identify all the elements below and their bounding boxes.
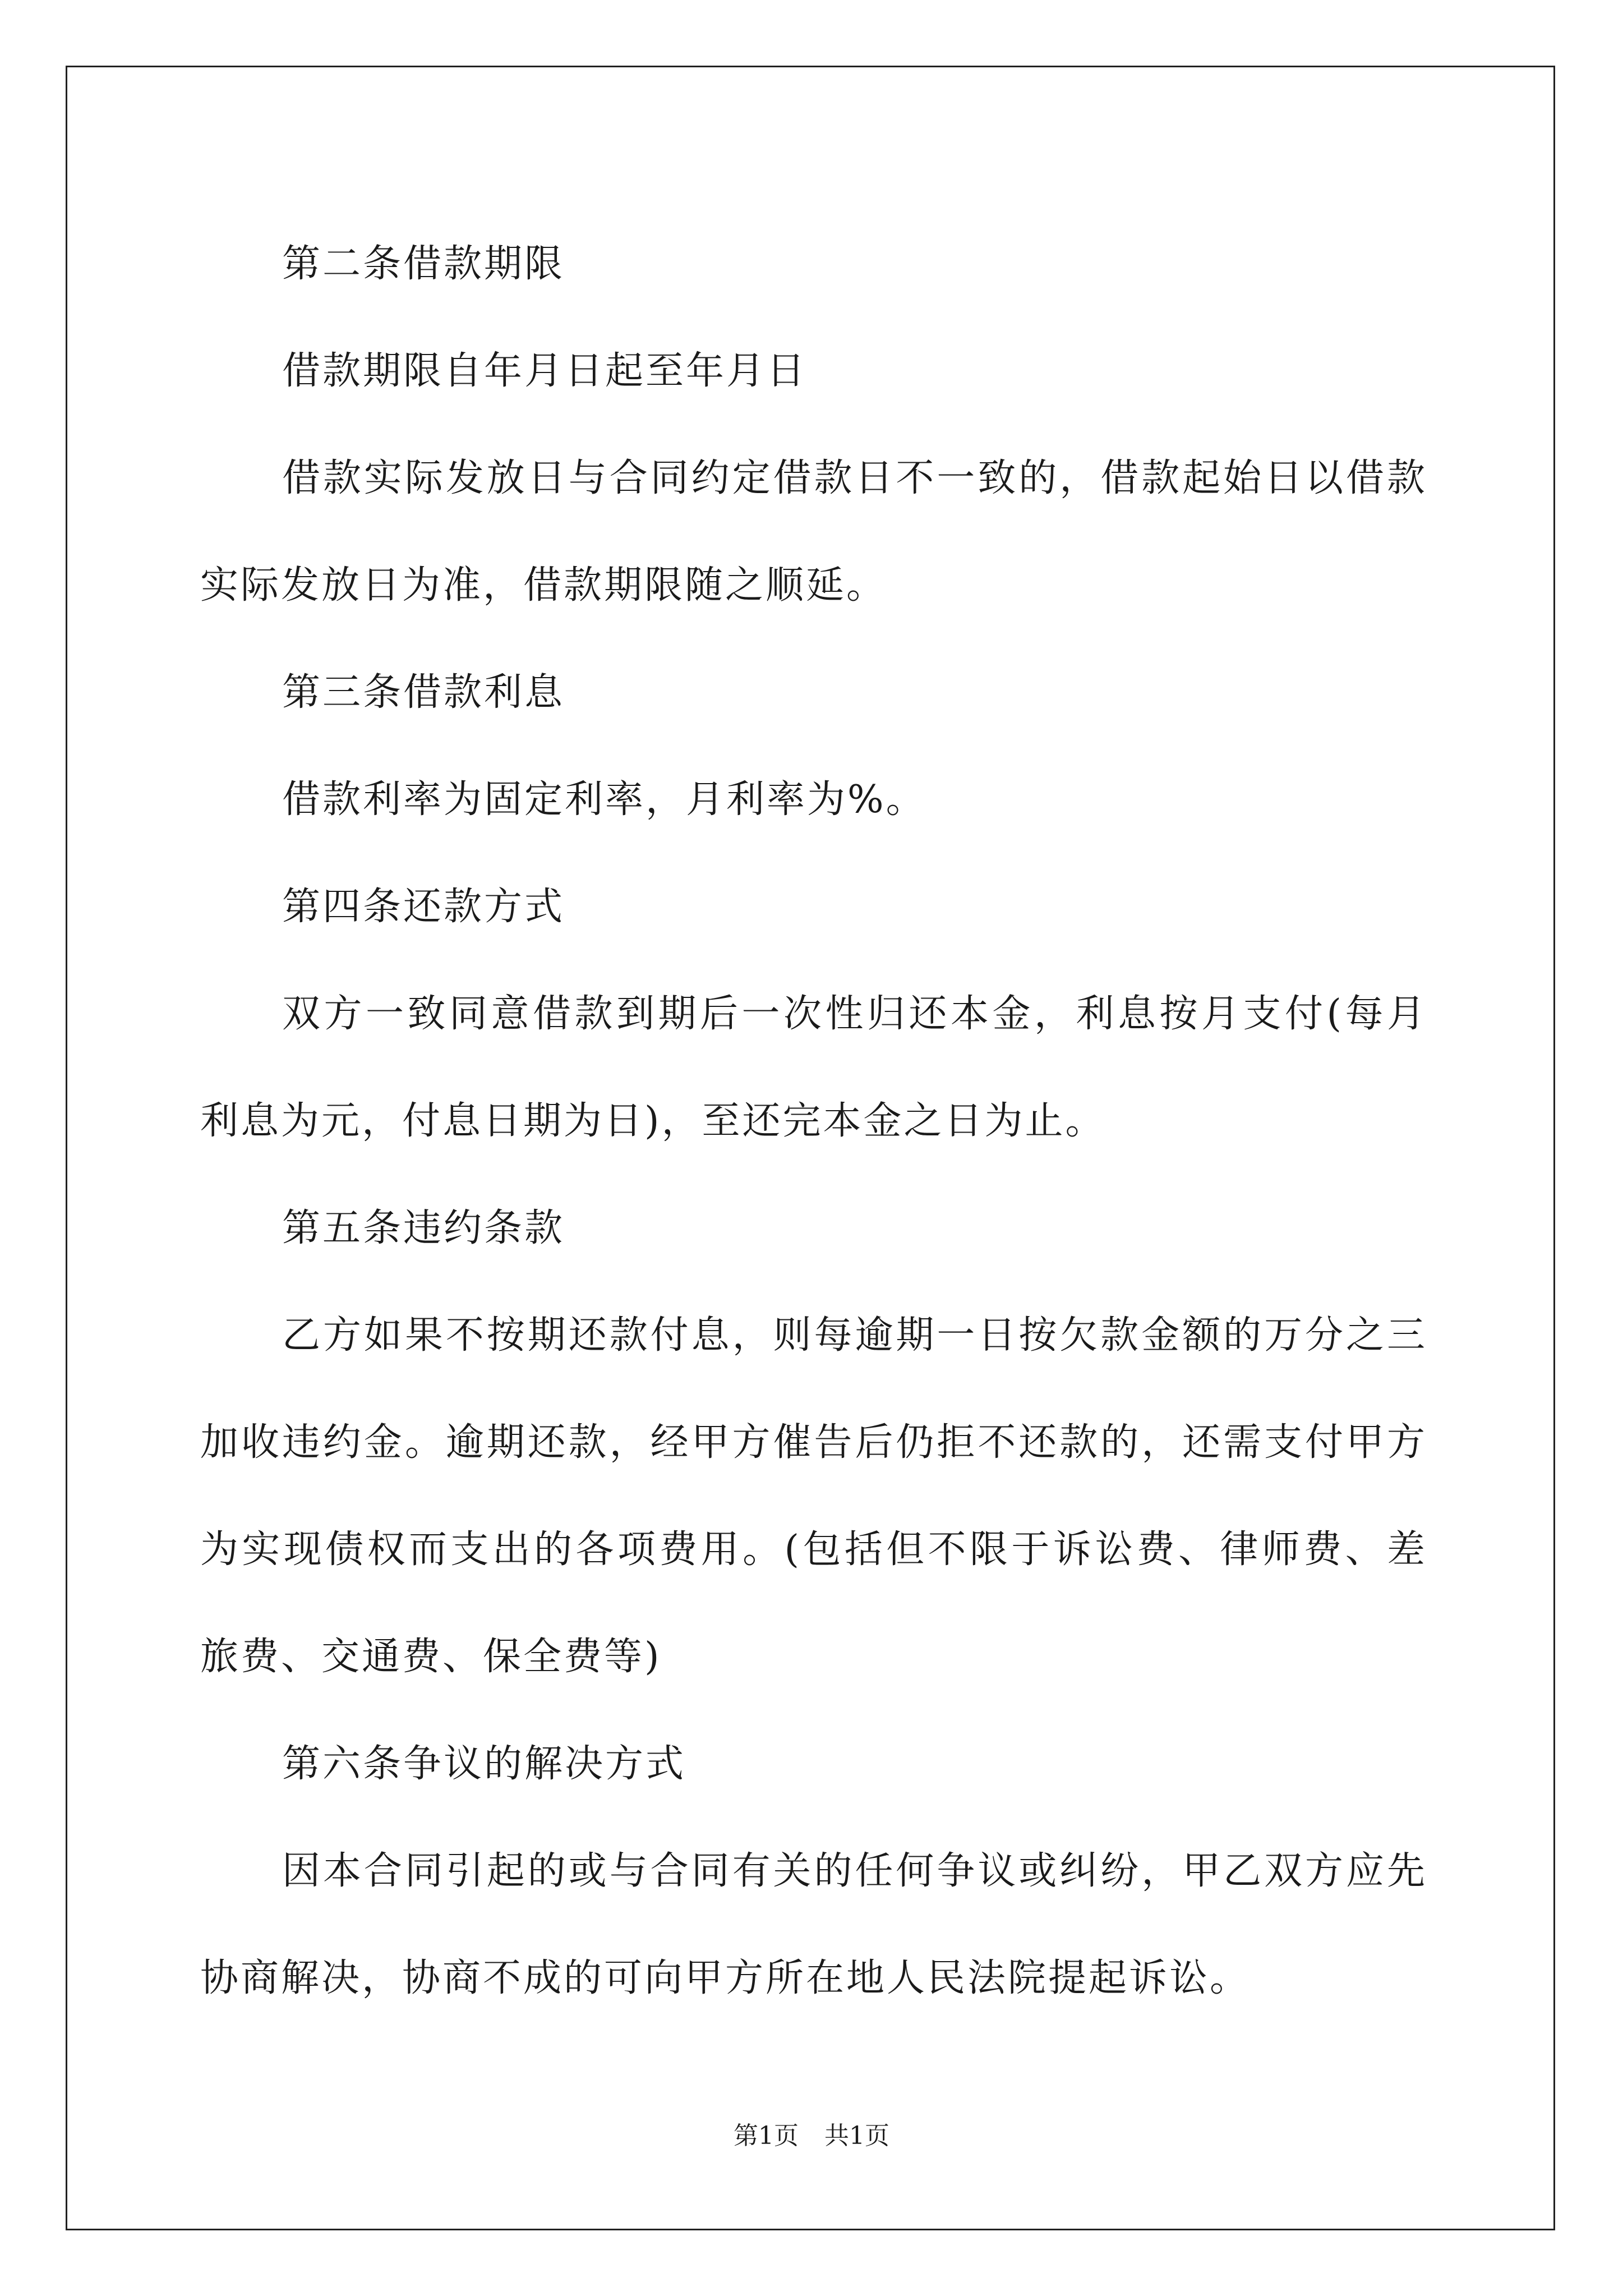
section-heading-repayment: 第四条还款方式 <box>282 885 565 929</box>
paragraph-term-postpone: 借款实际发放日与合同约定借款日不一致的，借款起始日以借款实际发放日为准，借款期限随之顺延。 <box>200 456 1427 608</box>
paragraph-interest-rate: 借款利率为固定利率，月利率为%。 <box>282 777 926 822</box>
section-heading-dispute: 第六条争议的解决方式 <box>282 1742 686 1786</box>
section-heading-term: 第二条借款期限 <box>282 242 565 286</box>
page-number-total: 共1页 <box>824 2122 889 2150</box>
page-footer <box>0 2119 1623 2153</box>
paragraph-breach: 乙方如果不按期还款付息，则每逾期一日按欠款金额的万分之三加收违约金。逾期还款，经甲方催告后仍拒不还款的，还需支付甲方为实现债权而支出的各项费用。(包括但不限于诉讼费、律师费、差旅费、交通费、保全费等) <box>200 1313 1427 1679</box>
section-heading-breach: 第五条违约条款 <box>282 1206 565 1250</box>
paragraph-repayment: 双方一致同意借款到期后一次性归还本金，利息按月支付(每月利息为元，付息日期为日)，至还完本金之日为止。 <box>200 992 1427 1143</box>
document-body <box>200 210 1427 2032</box>
page-number-current: 第1页 <box>734 2122 799 2150</box>
section-heading-interest: 第三条借款利息 <box>282 670 565 715</box>
paragraph-dispute: 因本合同引起的或与合同有关的任何争议或纠纷，甲乙双方应先协商解决，协商不成的可向甲方所在地人民法院提起诉讼。 <box>200 1849 1427 2000</box>
paragraph-term-dates: 借款期限自年月日起至年月日 <box>282 349 808 393</box>
